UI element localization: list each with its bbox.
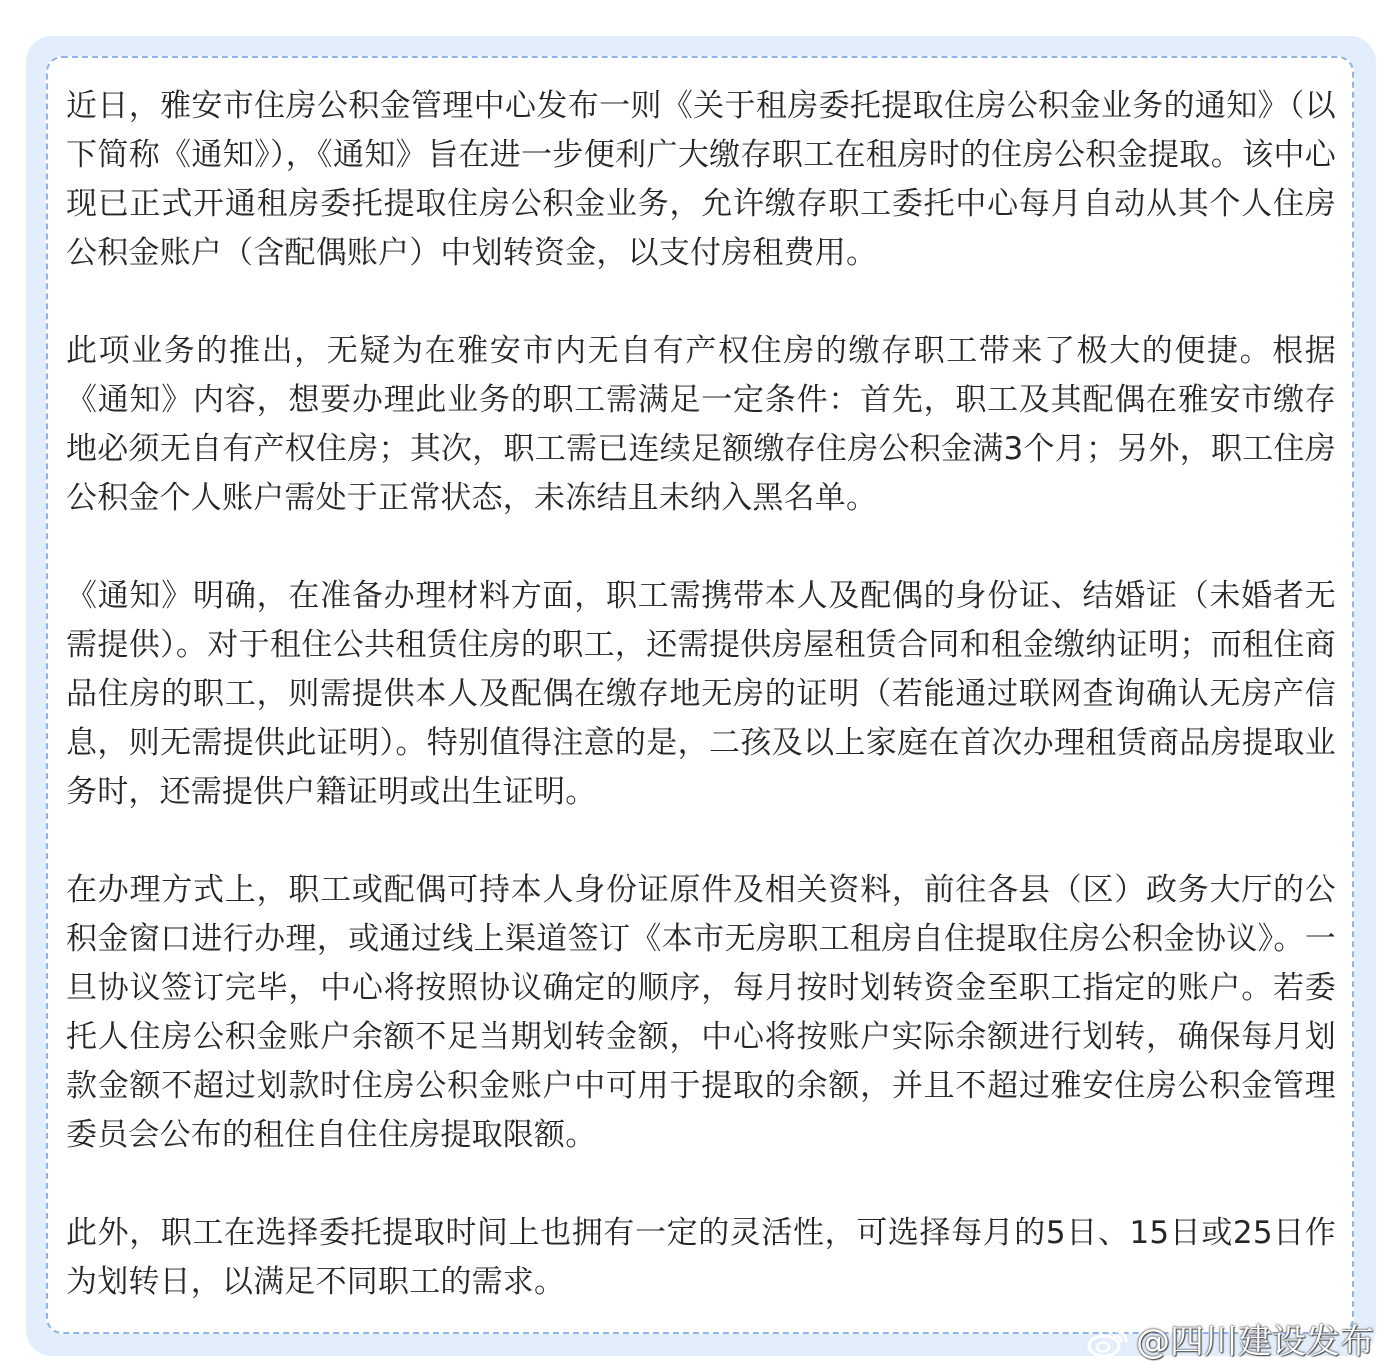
paragraph-3: 《通知》明确，在准备办理材料方面，职工需携带本人及配偶的身份证、结婚证（未婚者无需提供）。对于租住公共租赁住房的职工，还需提供房屋租赁合同和租金缴纳证明；而租住商品住房的职工，则需提供本人及配偶在缴存地无房的证明（若能通过联网查询确认无房产信息，则无需提供此证明）。特别值得注意的是，二孩及以上家庭在首次办理租赁商品房提取业务时，还需提供户籍证明或出生证明。 (66, 578, 1336, 810)
paragraph-4: 在办理方式上，职工或配偶可持本人身份证原件及相关资料，前往各县（区）政务大厅的公积金窗口进行办理，或通过线上渠道签订《本市无房职工租房自住提取住房公积金协议》。一旦协议签订完毕，中心将按照协议确定的顺序，每月按时划转资金至职工指定的账户。若委托人住房公积金账户余额不足当期划转金额，中心将按账户实际余额进行划转，确保每月划款金额不超过划款时住房公积金账户中可用于提取的余额，并且不超过雅安住房公积金管理委员会公布的租住自住住房提取限额。 (66, 872, 1336, 1153)
paragraph-5: 此外，职工在选择委托提取时间上也拥有一定的灵活性，可选择每月的5日、15日或25日作为划转日，以满足不同职工的需求。 (66, 1215, 1336, 1300)
paragraph-2: 此项业务的推出，无疑为在雅安市内无自有产权住房的缴存职工带来了极大的便捷。根据《通知》内容，想要办理此业务的职工需满足一定条件：首先，职工及其配偶在雅安市缴存地必须无自有产权住房；其次，职工需已连续足额缴存住房公积金满3个月；另外，职工住房公积金个人账户需处于正常状态，未冻结且未纳入黑名单。 (66, 333, 1336, 516)
paragraph-1: 近日，雅安市住房公积金管理中心发布一则《关于租房委托提取住房公积金业务的通知》（以下简称《通知》），《通知》旨在进一步便利广大缴存职工在租房时的住房公积金提取。该中心现已正式开通租房委托提取住房公积金业务，允许缴存职工委托中心每月自动从其个人住房公积金账户（含配偶账户）中划转资金，以支付房租费用。 (66, 88, 1336, 271)
watermark-text: @四川建设发布 (1136, 1322, 1374, 1362)
weibo-watermark (1086, 1322, 1374, 1362)
weibo-icon (1086, 1325, 1130, 1359)
article-body (66, 82, 1336, 1307)
